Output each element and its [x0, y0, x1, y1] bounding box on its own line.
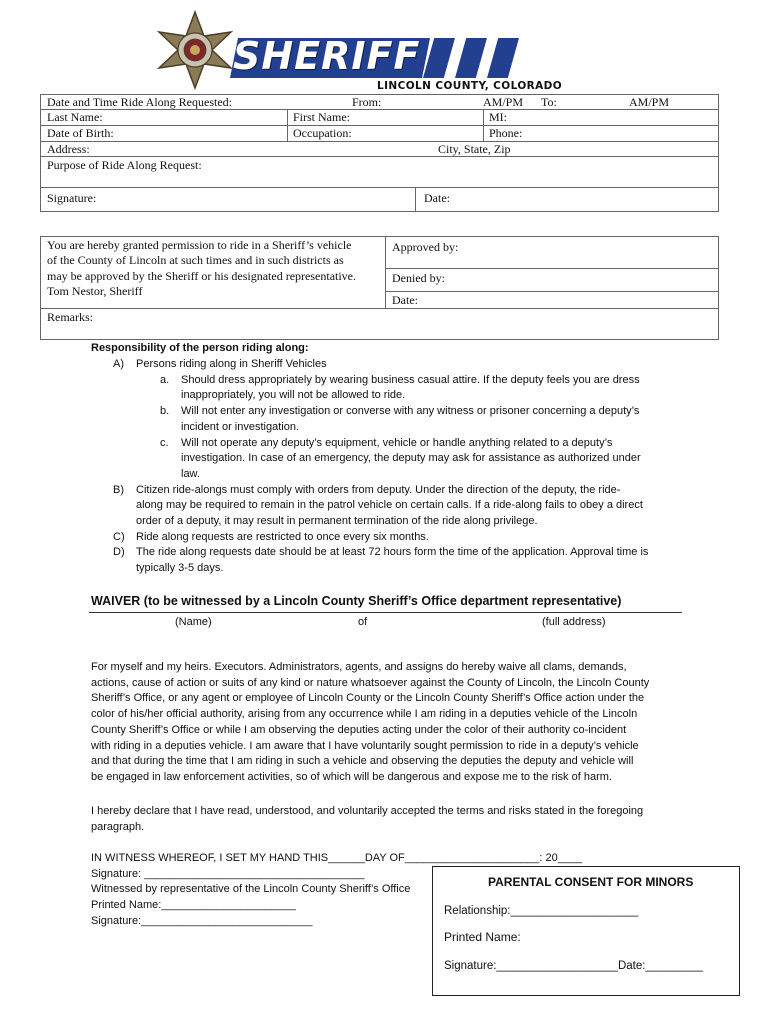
sheriff-logo — [155, 10, 563, 92]
occupation-field[interactable]: Occupation: — [293, 126, 352, 140]
logo-stripe — [455, 38, 487, 78]
waiver-signature-line[interactable]: Signature: ____________________________________ — [91, 868, 365, 880]
waiver-address-label: (full address) — [542, 616, 606, 628]
dob-row — [41, 126, 718, 142]
sheriff-wordmark: SHERIFF — [233, 34, 421, 78]
purpose-row — [41, 157, 718, 188]
declaration-line: I hereby declare that I have read, understood, and voluntarily accepted the terms and risks stated in the foregoing — [91, 805, 644, 817]
signature-row — [41, 188, 718, 211]
declaration-line: paragraph. — [91, 820, 145, 833]
request-form — [40, 94, 719, 212]
parental-consent-box — [432, 866, 740, 996]
waiver-body-line: be engaged in law enforcement activities, so of which will be dangerous and expose me to the risk of harm. — [91, 770, 612, 783]
waiver-body-line: Sheriff’s Office, or any agent or employee of Lincoln County or the Lincoln County Sheriff’s Office action under the — [91, 692, 645, 705]
waiver-body-line: actions, cause of action or suits of any kind or nature whatsoever against the County of Lincoln, the Lincoln County — [91, 676, 650, 689]
waiver-heading-rule — [89, 612, 682, 613]
purpose-field[interactable]: Purpose of Ride Along Request: — [47, 158, 202, 172]
witness-printed-name-line[interactable]: Printed Name:______________________ — [91, 899, 296, 911]
applicant-date-field[interactable]: Date: — [424, 191, 450, 205]
responsibility-line: law. — [181, 467, 200, 480]
name-row — [41, 110, 718, 126]
witnessed-by-text: Witnessed by representative of the Lincoln County Sheriff’s Office — [91, 883, 411, 895]
mi-field[interactable]: MI: — [489, 110, 507, 124]
waiver-body-line: For myself and my heirs. Executors. Administrators, agents, and assigns do hereby waive all clams, demands, — [91, 661, 627, 673]
ampm-from-label: AM/PM — [483, 95, 524, 109]
waiver-heading: WAIVER (to be witnessed by a Lincoln County Sheriff’s Office department representative) — [91, 594, 622, 608]
address-row — [41, 142, 718, 157]
ampm-to-label: AM/PM — [629, 95, 670, 109]
approved-by-field[interactable]: Approved by: — [392, 240, 459, 254]
approval-form — [40, 236, 719, 340]
remarks-field[interactable]: Remarks: — [47, 310, 93, 324]
responsibility-line: Will not enter any investigation or converse with any witness or prisoner concerning a deputy’s — [181, 405, 640, 418]
to-label: To: — [541, 95, 557, 109]
county-line: LINCOLN COUNTY, COLORADO — [377, 80, 563, 92]
date-time-label: Date and Time Ride Along Requested: — [47, 95, 232, 109]
responsibility-line: order of a deputy, it may result in permanent termination of the ride along privilege. — [136, 515, 538, 527]
responsibility-line: Persons riding along in Sheriff Vehicles — [136, 358, 327, 370]
responsibility-marker: A) — [113, 358, 124, 370]
responsibility-line: Should dress appropriately by wearing business casual attire. If the deputy feels you are dress — [181, 373, 640, 386]
waiver-body-line: and that during the time that I am riding in such a vehicle and observing the deputies the deputy and vehicle will — [91, 755, 634, 768]
responsibility-line: typically 3-5 days. — [136, 562, 224, 575]
date-time-row — [41, 95, 718, 110]
parent-signature-date-line[interactable]: Signature:___________________Date:_________ — [444, 960, 703, 972]
waiver-body-line: with riding in a deputies vehicle. I am aware that I have voluntarily sought permission to ride in a deputy’s vehicle — [91, 739, 639, 752]
responsibility-line: incident or investigation. — [181, 420, 300, 433]
denied-by-field[interactable]: Denied by: — [392, 271, 445, 285]
last-name-field[interactable]: Last Name: — [47, 110, 103, 124]
responsibility-line: Will not operate any deputy’s equipment, vehicle or handle anything related to a deputy’s — [181, 436, 613, 449]
relationship-line[interactable]: Relationship:____________________ — [444, 905, 639, 917]
waiver-of-label: of — [358, 616, 368, 628]
first-name-field[interactable]: First Name: — [293, 110, 350, 124]
responsibility-marker: b. — [160, 405, 170, 418]
logo-stripe — [487, 38, 519, 78]
city-state-zip-field[interactable]: City, State, Zip — [438, 142, 511, 156]
address-field[interactable]: Address: — [47, 142, 90, 156]
responsibility-line: investigation. In case of an emergency, the deputy may ask for assistance as authorized under — [181, 452, 641, 465]
parent-printed-name-label[interactable]: Printed Name: — [444, 930, 521, 944]
responsibility-marker: c. — [160, 436, 169, 449]
responsibility-marker: C) — [113, 530, 125, 543]
responsibility-line: along may be required to remain in the patrol vehicle on certain calls. If a ride-along fails to obey a direct — [136, 499, 643, 512]
responsibility-marker: B) — [113, 483, 124, 496]
responsibility-line: Ride along requests are restricted to once every six months. — [136, 530, 429, 543]
responsibility-line: Citizen ride-alongs must comply with orders from deputy. Under the direction of the deputy, the ride- — [136, 483, 621, 496]
witness-signature-line[interactable]: Signature:____________________________ — [91, 915, 313, 927]
sheriff-star-badge-icon — [155, 10, 235, 90]
waiver-body-line: County Sheriff’s Office or while I am observing the deputies acting under the color of their authority co-incident — [91, 723, 627, 736]
witness-date-line[interactable]: IN WITNESS WHEREOF, I SET MY HAND THIS______DAY OF______________________: 20____ — [91, 852, 583, 864]
responsibility-marker: a. — [160, 373, 170, 386]
responsibility-heading: Responsibility of the person riding along: — [91, 342, 309, 354]
dob-field[interactable]: Date of Birth: — [47, 126, 114, 140]
applicant-signature-field[interactable]: Signature: — [47, 191, 97, 205]
parental-consent-title: PARENTAL CONSENT FOR MINORS — [488, 875, 694, 889]
approval-date-field[interactable]: Date: — [392, 293, 418, 307]
responsibility-line: The ride along requests date should be at least 72 hours form the time of the application. Approval time is — [136, 546, 649, 559]
from-label: From: — [352, 95, 382, 109]
responsibility-marker: D) — [113, 546, 125, 559]
waiver-name-label: (Name) — [175, 616, 212, 628]
phone-field[interactable]: Phone: — [489, 126, 523, 140]
waiver-body-line: color of his/her official authority, arising from any occurrence while I am riding in a deputies vehicle of the Lincoln — [91, 708, 638, 721]
responsibility-line: inappropriately, you will not be allowed to ride. — [181, 389, 406, 402]
permission-statement: You are hereby granted permission to ride in a Sheriff’s vehicle of the County of Lincoln at such times and in such districts as may be approved by the Sheriff or his designated representative. Tom Nestor, Sheriff — [47, 238, 357, 299]
